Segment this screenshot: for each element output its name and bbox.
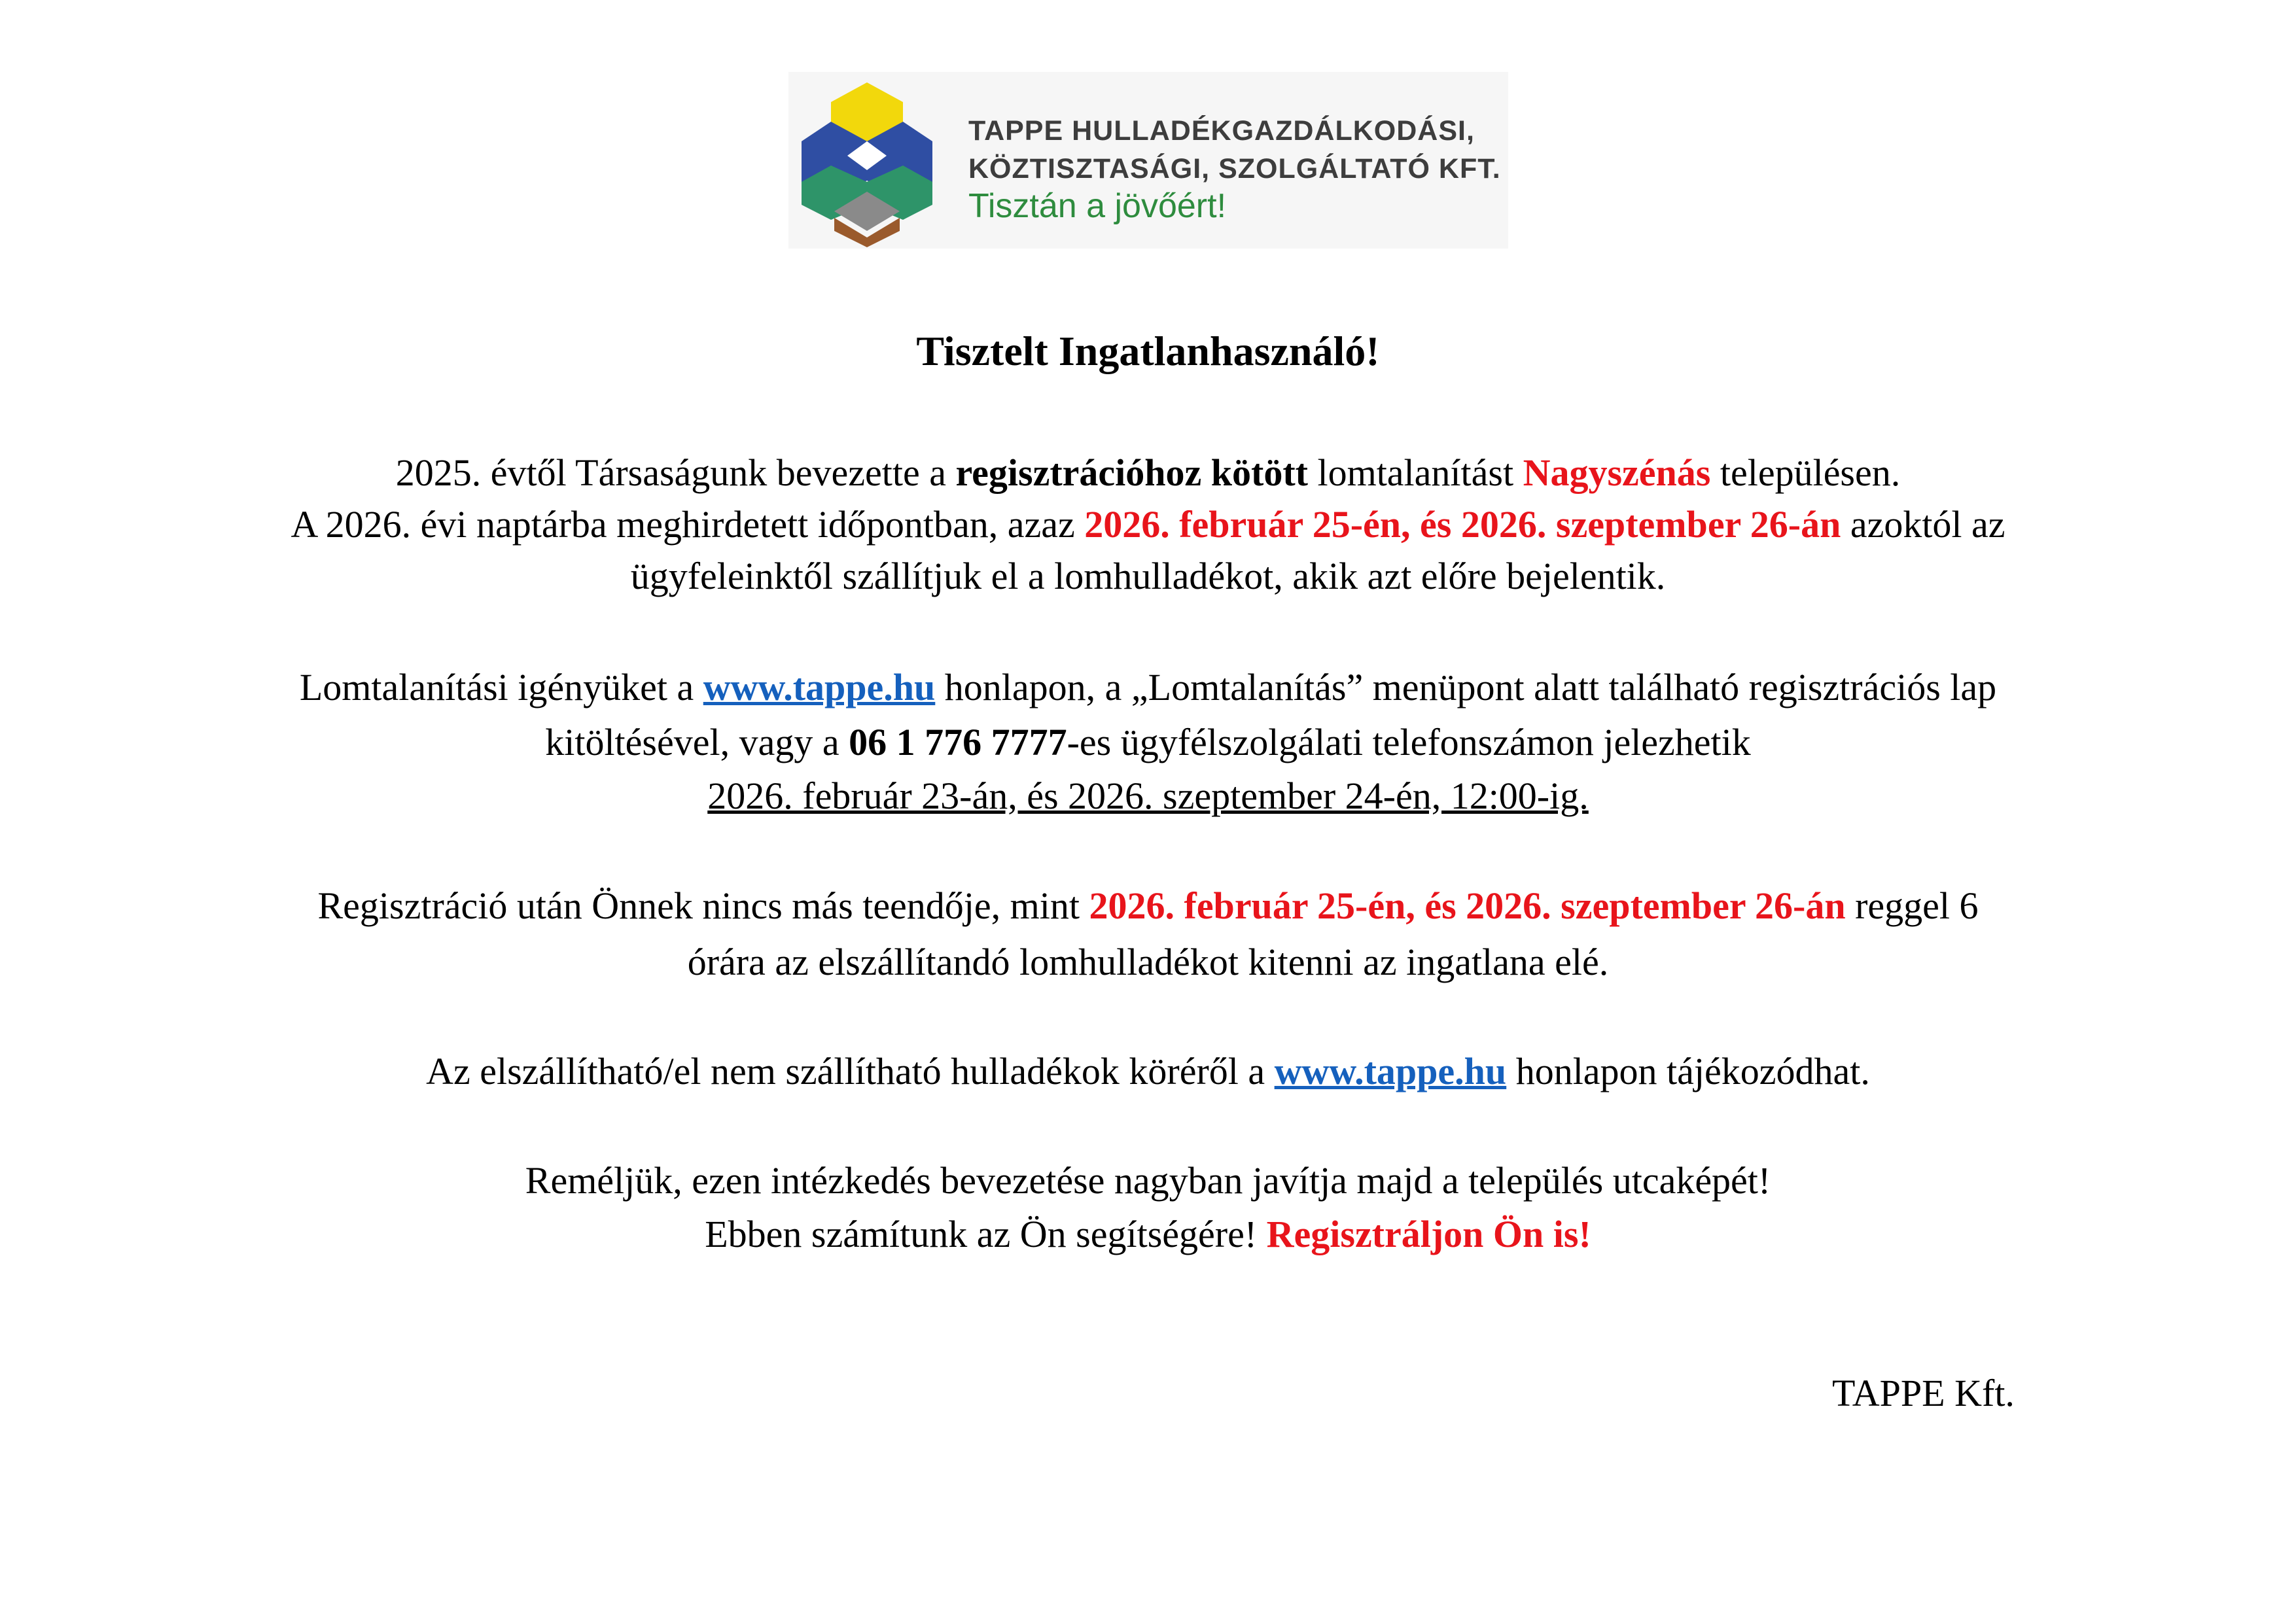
page-title: Tisztelt Ingatlanhasználó!	[916, 328, 1380, 374]
website-link[interactable]: www.tappe.hu	[703, 666, 936, 708]
text: Lomtalanítási igényüket a	[299, 666, 703, 708]
paragraph-4-line-1	[0, 1049, 2296, 1094]
text: kitöltésével, vagy a	[545, 721, 849, 763]
text: A 2026. évi naptárba meghirdetett időpontban, azaz	[291, 503, 1085, 546]
logo-company-name-line1: TAPPE HULLADÉKGAZDÁLKODÁSI,	[968, 115, 1475, 147]
signature: TAPPE Kft.	[1832, 1372, 2015, 1414]
text: Az elszállítható/el nem szállítható hulladékok köréről a	[426, 1050, 1275, 1092]
text: honlapon tájékozódhat.	[1506, 1050, 1870, 1092]
call-to-action: Regisztráljon Ön is!	[1266, 1213, 1591, 1255]
text: honlapon, a „Lomtalanítás” menüpont alatt található regisztrációs lap	[935, 666, 1997, 708]
text: lomtalanítást	[1307, 451, 1523, 494]
text: azoktól az	[1841, 503, 2005, 546]
text: településen.	[1710, 451, 1901, 494]
logo-slogan: Tisztán a jövőért!	[968, 187, 1227, 225]
logo-mark-icon	[802, 77, 959, 247]
company-logo	[788, 72, 1508, 249]
paragraph-1-line-1	[0, 450, 2296, 496]
paragraph-2-line-3	[0, 773, 2296, 819]
settlement-name: Nagyszénás	[1523, 451, 1711, 494]
text: Regisztráció után Önnek nincs más teendője, mint	[317, 884, 1089, 927]
collection-dates: 2026. február 25-én, és 2026. szeptember 26-án	[1089, 884, 1846, 927]
paragraph-3-line-1	[0, 883, 2296, 929]
text: Ebben számítunk az Ön segítségére!	[705, 1213, 1267, 1255]
text: -es ügyfélszolgálati telefonszámon jelezhetik	[1067, 721, 1751, 763]
collection-dates: 2026. február 25-én, és 2026. szeptember 26-án	[1084, 503, 1841, 546]
paragraph-3-line-2: órára az elszállítandó lomhulladékot kitenni az ingatlana elé.	[687, 941, 1609, 983]
paragraph-2-line-2	[0, 720, 2296, 765]
paragraph-5-line-1: Reméljük, ezen intézkedés bevezetése nagyban javítja majd a település utcaképét!	[525, 1159, 1771, 1202]
text: reggel 6	[1845, 884, 1979, 927]
phone-number: 06 1 776 7777	[849, 721, 1067, 763]
registration-deadline: 2026. február 23-án, és 2026. szeptember 24-én, 12:00-ig.	[707, 775, 1589, 817]
paragraph-5-line-2	[0, 1212, 2296, 1257]
website-link[interactable]: www.tappe.hu	[1274, 1050, 1507, 1092]
logo-company-name-line2: KÖZTISZTASÁGI, SZOLGÁLTATÓ KFT.	[968, 153, 1501, 184]
paragraph-2-line-1	[0, 665, 2296, 710]
paragraph-1-line-3: ügyfeleinktől szállítjuk el a lomhulladékot, akik azt előre bejelentik.	[630, 555, 1666, 597]
text: 2025. évtől Társaságunk bevezette a	[395, 451, 956, 494]
bold-text: regisztrációhoz kötött	[955, 451, 1308, 494]
paragraph-1-line-2	[0, 502, 2296, 548]
